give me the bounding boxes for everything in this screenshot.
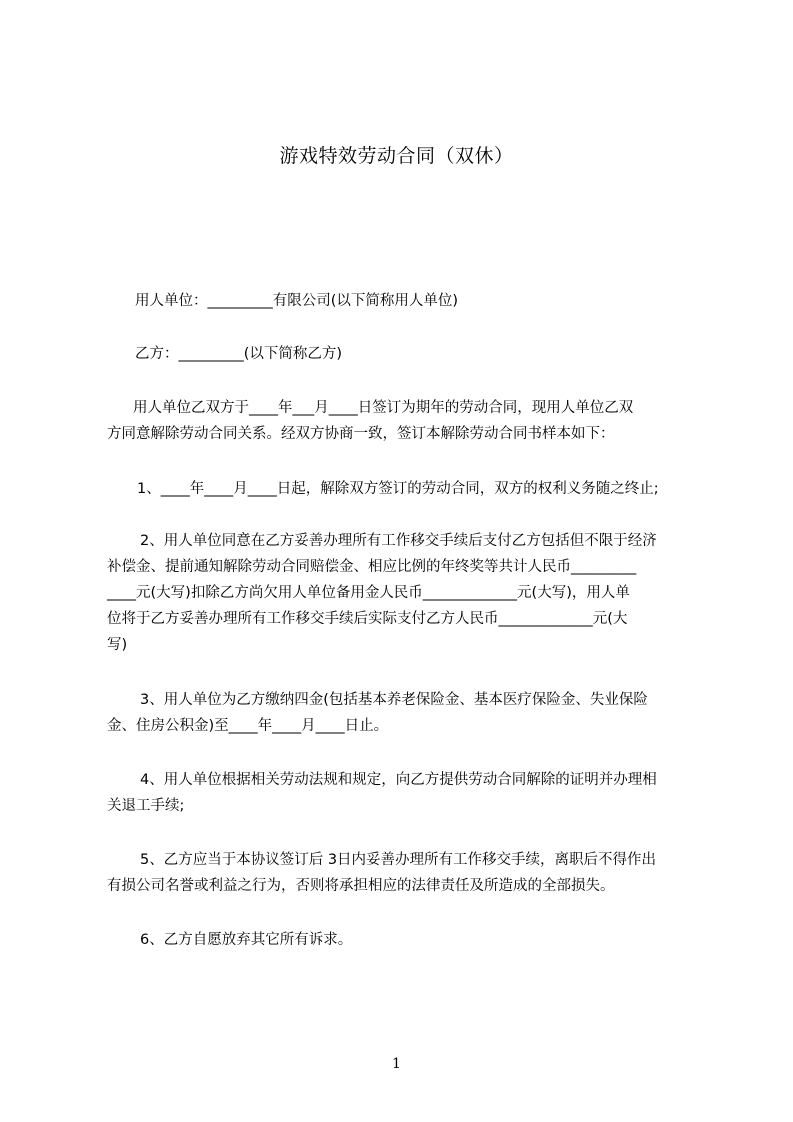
employer-line-text: 用人单位：_________有限公司(以下简称用人单位) <box>135 293 459 309</box>
clause-5-line: 有损公司名誉或利益之行为，否则将承担相应的法律责任及所造成的全部损失。 <box>107 878 615 894</box>
clause-2-line: 2、用人单位同意在乙方妥善办理所有工作移交手续后支付乙方包括但不限于经济 <box>140 533 657 549</box>
clause-1 <box>107 476 717 502</box>
clause-2-line: ____元(大写)扣除乙方尚欠用人单位备用金人民币_____________元(大写)，用人单 <box>107 585 630 601</box>
clause-3 <box>107 687 717 739</box>
intro-line: 方同意解除劳动合同关系。经双方协商一致，签订本解除劳动合同书样本如下： <box>107 426 615 442</box>
employer-line <box>135 288 745 314</box>
intro-paragraph <box>107 395 717 447</box>
clause-3-line: 金、住房公积金)至____年____月____日止。 <box>107 718 389 734</box>
document-title: 游戏特效劳动合同（双休） <box>279 145 514 167</box>
clause-4-line: 4、用人单位根据相关劳动法规和规定，向乙方提供劳动合同解除的证明并办理相 <box>140 772 657 788</box>
clause-6 <box>107 927 717 953</box>
clause-5 <box>107 847 717 899</box>
page-number: 1 <box>392 1056 401 1072</box>
clause-2-line: 写) <box>107 637 128 653</box>
clause-3-line: 3、用人单位为乙方缴纳四金(包括基本养老保险金、基本医疗保险金、失业保险 <box>140 692 648 708</box>
party-b-line-text: 乙方：_________(以下简称乙方) <box>135 346 343 362</box>
party-b-line <box>135 341 745 367</box>
clause-4 <box>107 767 717 819</box>
clause-2-line: 补偿金、提前通知解除劳动合同赔偿金、相应比例的年终奖等共计人民币_________ <box>107 559 637 575</box>
clause-2-line: 位将于乙方妥善办理所有工作移交手续后实际支付乙方人民币_____________元(大 <box>107 611 628 627</box>
clause-4-line: 关退工手续; <box>107 798 185 814</box>
clause-2 <box>107 528 717 658</box>
clause-5-line: 5、乙方应当于本协议签订后 3日内妥善办理所有工作移交手续，离职后不得作出 <box>140 852 657 868</box>
intro-line: 用人单位乙双方于____年___月____日签订为期年的劳动合同，现用人单位乙双 <box>133 400 634 416</box>
clause-1-line: 1、____年____月____日起，解除双方签订的劳动合同，双方的权利义务随之终止; <box>137 481 659 497</box>
clause-6-line: 6、乙方自愿放弃其它所有诉求。 <box>140 932 353 948</box>
